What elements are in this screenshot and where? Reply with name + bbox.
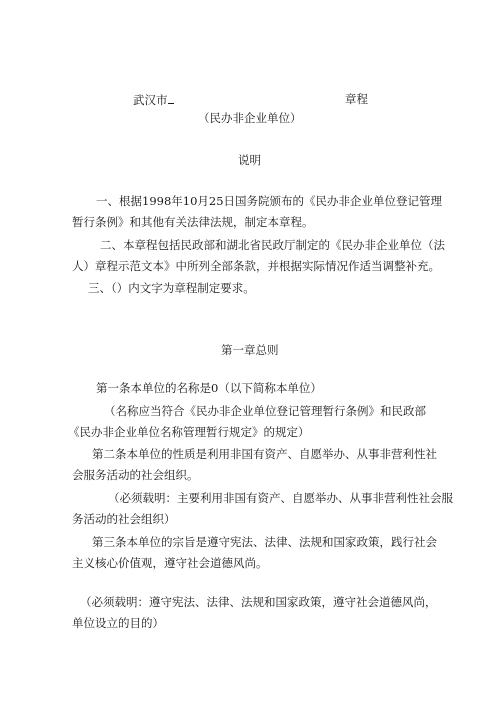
article-1-note-line-1: （名称应当符合《民办非企业单位登记管理暂行条例》和民政部 [104,404,426,418]
article-3-line-1: 第三条本单位的宗旨是遵守宪法、法律、法规和国家政策，践行社会 [92,535,437,549]
article-3-line-2: 主义核心价值观，遵守社会道德风尚。 [72,556,268,570]
name-blank [168,92,174,104]
article-1-note-line-2: 《民办非企业单位名称管理暂行规定》的规定） [68,425,310,439]
note-item-1-line-1: 一、根据1998年10月25日国务院颁布的《民办非企业单位登记管理 [96,194,443,208]
article-3-note-line-2: 单位设立的目的） [72,616,164,630]
article-2-note-line-2: 务活动的社会组织） [72,512,176,526]
note-item-3: 三、（）内文字为章程制定要求。 [88,281,255,295]
chapter-title: 第一章总则 [221,343,279,357]
article-1: 第一条本单位的名称是0（以下简称本单位） [96,381,322,395]
article-2-line-2: 会服务活动的社会组织。 [72,468,199,482]
charter-label: 章程 [345,92,368,106]
note-item-1-line-2: 暂行条例》和其他有关法律法规，制定本章程。 [72,215,314,229]
article-2-line-1: 第二条本单位的性质是利用非国有资产、自愿举办、从事非营利性社 [92,447,437,461]
note-item-2-line-1: 二、本章程包括民政部和湖北省民政厅制定的《民办非企业单位（法 [100,238,445,252]
city-text: 武汉市 [133,93,168,107]
note-item-2-line-2: 人）章程示范文本》中所列全部条款，并根据实际情况作适当调整补充。 [72,259,440,273]
article-2-note-line-1: （必须载明：主要利用非国有资产、自愿举办、从事非营利性社会服 [108,491,453,505]
article-3-note-line-1: （必须载明：遵守宪法、法律、法规和国家政策，遵守社会道德风尚， [80,595,437,609]
city-label [133,92,174,107]
notes-title: 说明 [238,153,261,167]
subtitle: （民办非企业单位） [198,111,302,125]
